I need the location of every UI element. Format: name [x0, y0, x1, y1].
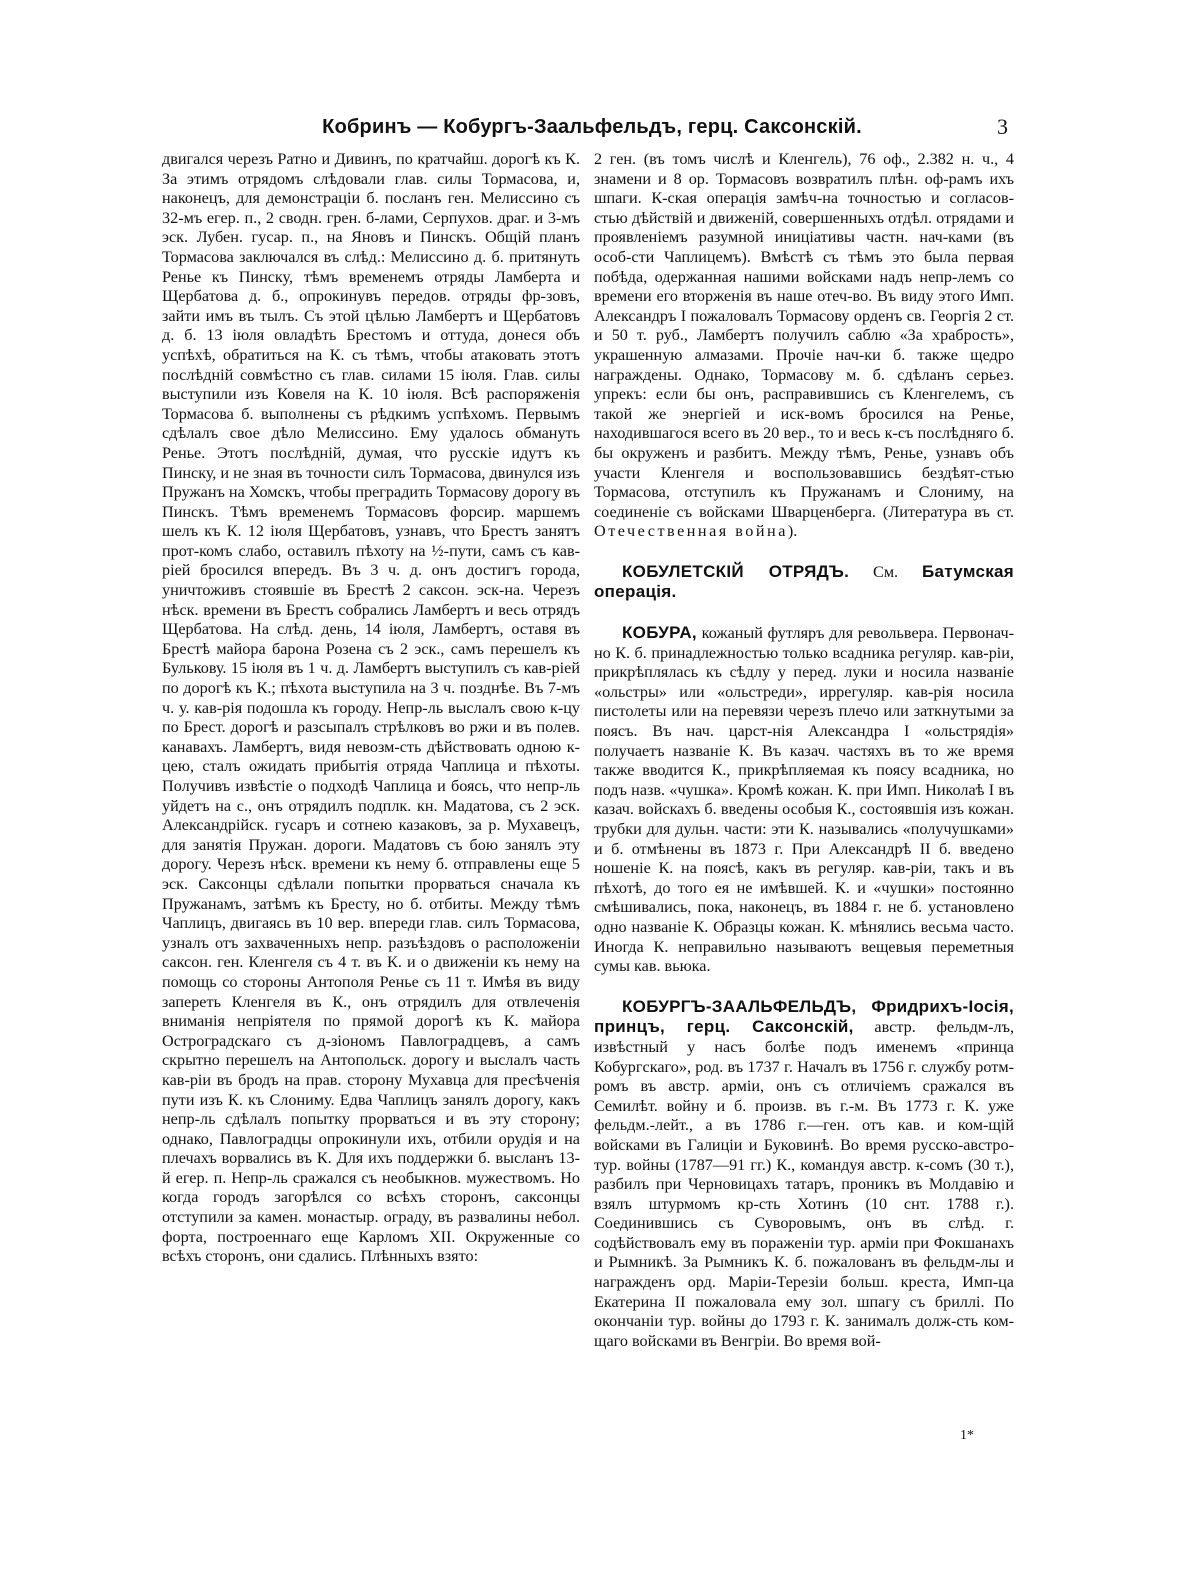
- entry-headword: КОБУЛЕТСКІЙ ОТРЯДЪ.: [622, 561, 850, 581]
- entry-headword: КОБУРГЪ-ЗААЛЬФЕЛЬДЪ, Фридрихъ-Іосія, принцъ, герц. Саксонскій,: [594, 996, 1014, 1037]
- printer-signature: 1*: [960, 1428, 974, 1443]
- entry-reference: Батумская операція.: [594, 561, 1015, 602]
- entry-koburg: [594, 997, 1014, 1352]
- see-label: См.: [873, 562, 899, 581]
- entry-text: кожаный футляръ для револьвера. Первонач-но К. б. принадлежностью только всадника регуляр. кав-ріи, прикрѣплялась къ сѣдлу у перед. луки и носила названіе «ольстры» или «ольстреди», иррегуляр. кав-рія носила пистолеты или на перевязи черезъ плечо или заткнутыми за поясъ. Въ нач. царст-нія Александра I «ольстрядія» получаетъ названіе К. Въ казач. частяхъ въ то же время также вводится К., прикрѣпляемая къ поясу всадника, но подъ назв. «чушка». Кромѣ кожан. К. при Имп. Николаѣ I въ казач. войскахъ б. введены особыя К., состоявшія изъ кожан. трубки для дульн. части: эти К. назывались «получушками» и б. отмѣнены въ 1873 г. При Александрѣ II б. введено ношеніе К. на поясѣ, какъ въ регуляр. кав-ріи, такъ и въ пѣхотѣ, до того ея не имѣвшей. К. и «чушки» постоянно смѣшивались, пока, наконецъ, въ 1884 г. не б. установлено одно названіе К. Образцы кожан. К. мѣнялись весьма часто. Иногда К. неправильно называютъ вещевыя переметныя сумы кав. вьюка.: [594, 624, 1015, 976]
- cross-reference: Отечественная война: [594, 522, 788, 541]
- entry-text: австр. фельдм-лъ, извѣстный у насъ болѣе подъ именемъ «принца Кобургскаго», род. въ 1737 г. Началъ въ 1756 г. службу ротм-ромъ въ австр. арміи, онъ съ отличіемъ сражался въ Семилѣт. войну и б. произв. въ г.-м. Въ 1773 г. К. уже фельдм.-лейт., а въ 1786 г.—ген. отъ кав. и ком-щій войсками въ Галиціи и Буковинѣ. Во время русско-австро-тур. войны (1787—91 гг.) К., командуя австр. к-сомъ (30 т.), разбилъ при Черновицахъ татаръ, проникъ въ Молдавію и взялъ штурмомъ кр-сть Хотинъ (10 снт. 1788 г.). Соединившись съ Суворовымъ, онъ въ слѣд. г. содѣйствовалъ ему въ пораженіи тур. арміи при Фокшанахъ и Рымникѣ. За Рымникъ К. б. пожалованъ въ фельдм-лы и награжденъ орд. Маріи-Терезіи больш. креста, Имп-ца Екатерина II пожаловала ему зол. шпагу съ бриллі. По окончаніи тур. войны до 1793 г. К. занималъ долж-сть ком-щаго войсками въ Венгріи. Во время вой-: [594, 1018, 1015, 1350]
- entry-headword: КОБУРА,: [622, 623, 697, 643]
- entry-kobuletsky: [594, 562, 1014, 603]
- left-column: [162, 150, 580, 1267]
- running-title: Кобринъ — Кобургъ-Заальфельдъ, герц. Саксонскій.: [322, 116, 862, 138]
- page-number: 3: [997, 114, 1008, 139]
- left-column-text: двигался черезъ Ратно и Дивинъ, по кратчайш. дорогѣ къ К. За этимъ отрядомъ слѣдовали глав. силы Тормасова, и, наконецъ, для демонстраціи б. посланъ ген. Мелиссино съ 32-мъ егер. п., 2 сводн. грен. б-лами, Серпухов. драг. и 3-мъ эск. Лубен. гусар. п., на Яновъ и Пинскъ. Общій планъ Тормасова заключался въ слѣд.: Мелиссино д. б. притянуть Ренье къ Пинску, тѣмъ временемъ отряды Ламберта и Щербатова д. б., опрокинувъ передов. отряды фр-зовъ, зайти имъ въ тылъ. Съ этой цѣлью Ламбертъ и Щербатовъ д. б. 13 іюля овладѣть Брестомъ и оттуда, донеся объ успѣхѣ, обратиться на К. съ тѣмъ, чтобы атаковать этотъ послѣдній совмѣстно съ глав. силами 15 іюля. Глав. силы выступили изъ Ковеля на К. 10 іюля. Всѣ распоряженія Тормасова б. выполнены съ рѣдкимъ успѣхомъ. Первымъ сдѣлалъ свое дѣло Мелиссино. Ему удалось обмануть Ренье. Этотъ послѣдній, думая, что русскіе идутъ къ Пинску, и не зная въ точности силъ Тормасова, двинулся изъ Пружанъ на Хомскъ, чтобы преградить Тормасову дорогу въ Пинскъ. Тѣмъ временемъ Тормасовъ форсир. маршемъ шелъ къ К. 12 іюля Щербатовъ, узнавъ, что Брестъ занятъ прот-комъ слабо, оставилъ пѣхоту на ½-пути, самъ съ кав-ріей бросился впередъ. Въ 3 ч. д. онъ достигъ города, уничтоживъ стоявшіе въ Брестѣ 2 саксон. эск-на. Черезъ нѣск. времени въ Брестъ собрались Ламбертъ и весь отрядъ Щербатова. На слѣд. день, 14 іюля, Ламбертъ, оставя въ Брестѣ майора барона Розена съ 2 эск., самъ перешелъ къ Булькову. 15 іюля въ 1 ч. д. Ламбертъ выступилъ съ кав-ріей по дорогѣ къ К.; пѣхота выступила на 3 ч. позднѣе. Въ 7-мъ ч. у. кав-рія подошла къ городу. Непр-ль выслалъ свою к-цу по Брест. дорогѣ и разсыпалъ стрѣлковъ во ржи и въ полев. канавахъ. Ламбертъ, видя невозм-сть дѣйствовать одною к-цею, сталъ ожидать прибытія отряда Чаплица и пѣхоты. Получивъ извѣстіе о подходѣ Чаплица и боясь, что непр-ль уйдетъ на с., онъ отрядилъ подплк. кн. Мадатова, съ 2 эск. Александрійск. гусаръ и сотнею казаковъ, за р. Мухавецъ, для занятія Пружан. дороги. Мадатовъ съ бою занялъ эту дорогу. Черезъ нѣск. времени къ нему б. отправлены еще 5 эск. Саксонцы сдѣлали попытки прорваться сначала къ Пружанамъ, затѣмъ къ Бресту, но б. отбиты. Между тѣмъ Чаплицъ, двигаясь въ 10 вер. впереди глав. силъ Тормасова, узналъ отъ захваченныхъ непр. разъѣздовъ о расположеніи саксон. ген. Кленгеля съ 4 т. въ К. и о движеніи къ нему на помощь со стороны Антополя Ренье съ 11 т. Имѣя въ виду запереть Кленгеля въ К., онъ отрядилъ для отвлеченія вниманія непріятеля по прямой дорогѣ къ К. майора Остроградскаго съ д-зіономъ Павлоградцевъ, а самъ скрытно перешелъ на Антопольск. дорогу и выслалъ часть кав-ріи въ бродъ на прав. сторону Мухавца для пресѣченія пути изъ К. къ Слониму. Едва Чаплицъ занялъ дорогу, какъ непр-ль сдѣлалъ попытку прорваться и въ эту сторону; однако, Павлоградцы опрокинули ихъ, отбили орудія и на плечахъ ворвались въ К. Для ихъ поддержки б. высланъ 13-й егер. п. Непр-ль сражался съ необыкнов. мужествомъ. Но когда городъ загорѣлся со всѣхъ сторонъ, саксонцы отступили за камен. монастыр. ограду, въ развалины небол. форта, построеннаго еще Карломъ XII. Окруженные со всѣхъ сторонъ, они сдались. Плѣнныхъ взято:: [162, 150, 580, 1266]
- continuation-paragraph: [594, 150, 1014, 542]
- right-column: [594, 150, 1014, 1351]
- page-header: [162, 114, 1022, 148]
- continuation-end: ).: [787, 522, 798, 541]
- continuation-text: 2 ген. (въ томъ числѣ и Кленгель), 76 оф., 2.382 н. ч., 4 знамени и 8 ор. Тормасовъ возвратилъ плѣн. оф-рамъ ихъ шпаги. К-ская операція замѣч-на точностью и согласов-стью дѣйствій и движеній, совершенныхъ отдѣл. отрядами и проявленіемъ разумной иниціативы частн. нач-ками (въ особ-сти Чаплицемъ). Вмѣстѣ съ тѣмъ это была первая побѣда, одержанная нашими войсками надъ непр-лемъ со времени его вторженія въ наше отеч-во. Въ виду этого Имп. Александръ I пожаловалъ Тормасову орденъ св. Георгія 2 ст. и 50 т. руб., Ламбертъ получилъ саблю «За храбрость», украшенную алмазами. Прочіе нач-ки б. также щедро награждены. Однако, Тормасову м. б. сдѣланъ серьез. упрекъ: если бы онъ, расправившись съ Кленгелемъ, съ такой же энергіей и иск-вомъ бросился на Ренье, находившагося всего въ 20 вер., то и весь к-съ послѣдняго б. бы окруженъ и разбитъ. Между тѣмъ, Ренье, узнавъ объ участи Кленгеля и воспользовавшись бездѣят-стью Тормасова, отступилъ къ Пружанамъ и Слониму, на соединеніе съ войсками Шварценберга. (Литература въ ст.: [594, 150, 1014, 521]
- entry-kobura: [594, 623, 1014, 977]
